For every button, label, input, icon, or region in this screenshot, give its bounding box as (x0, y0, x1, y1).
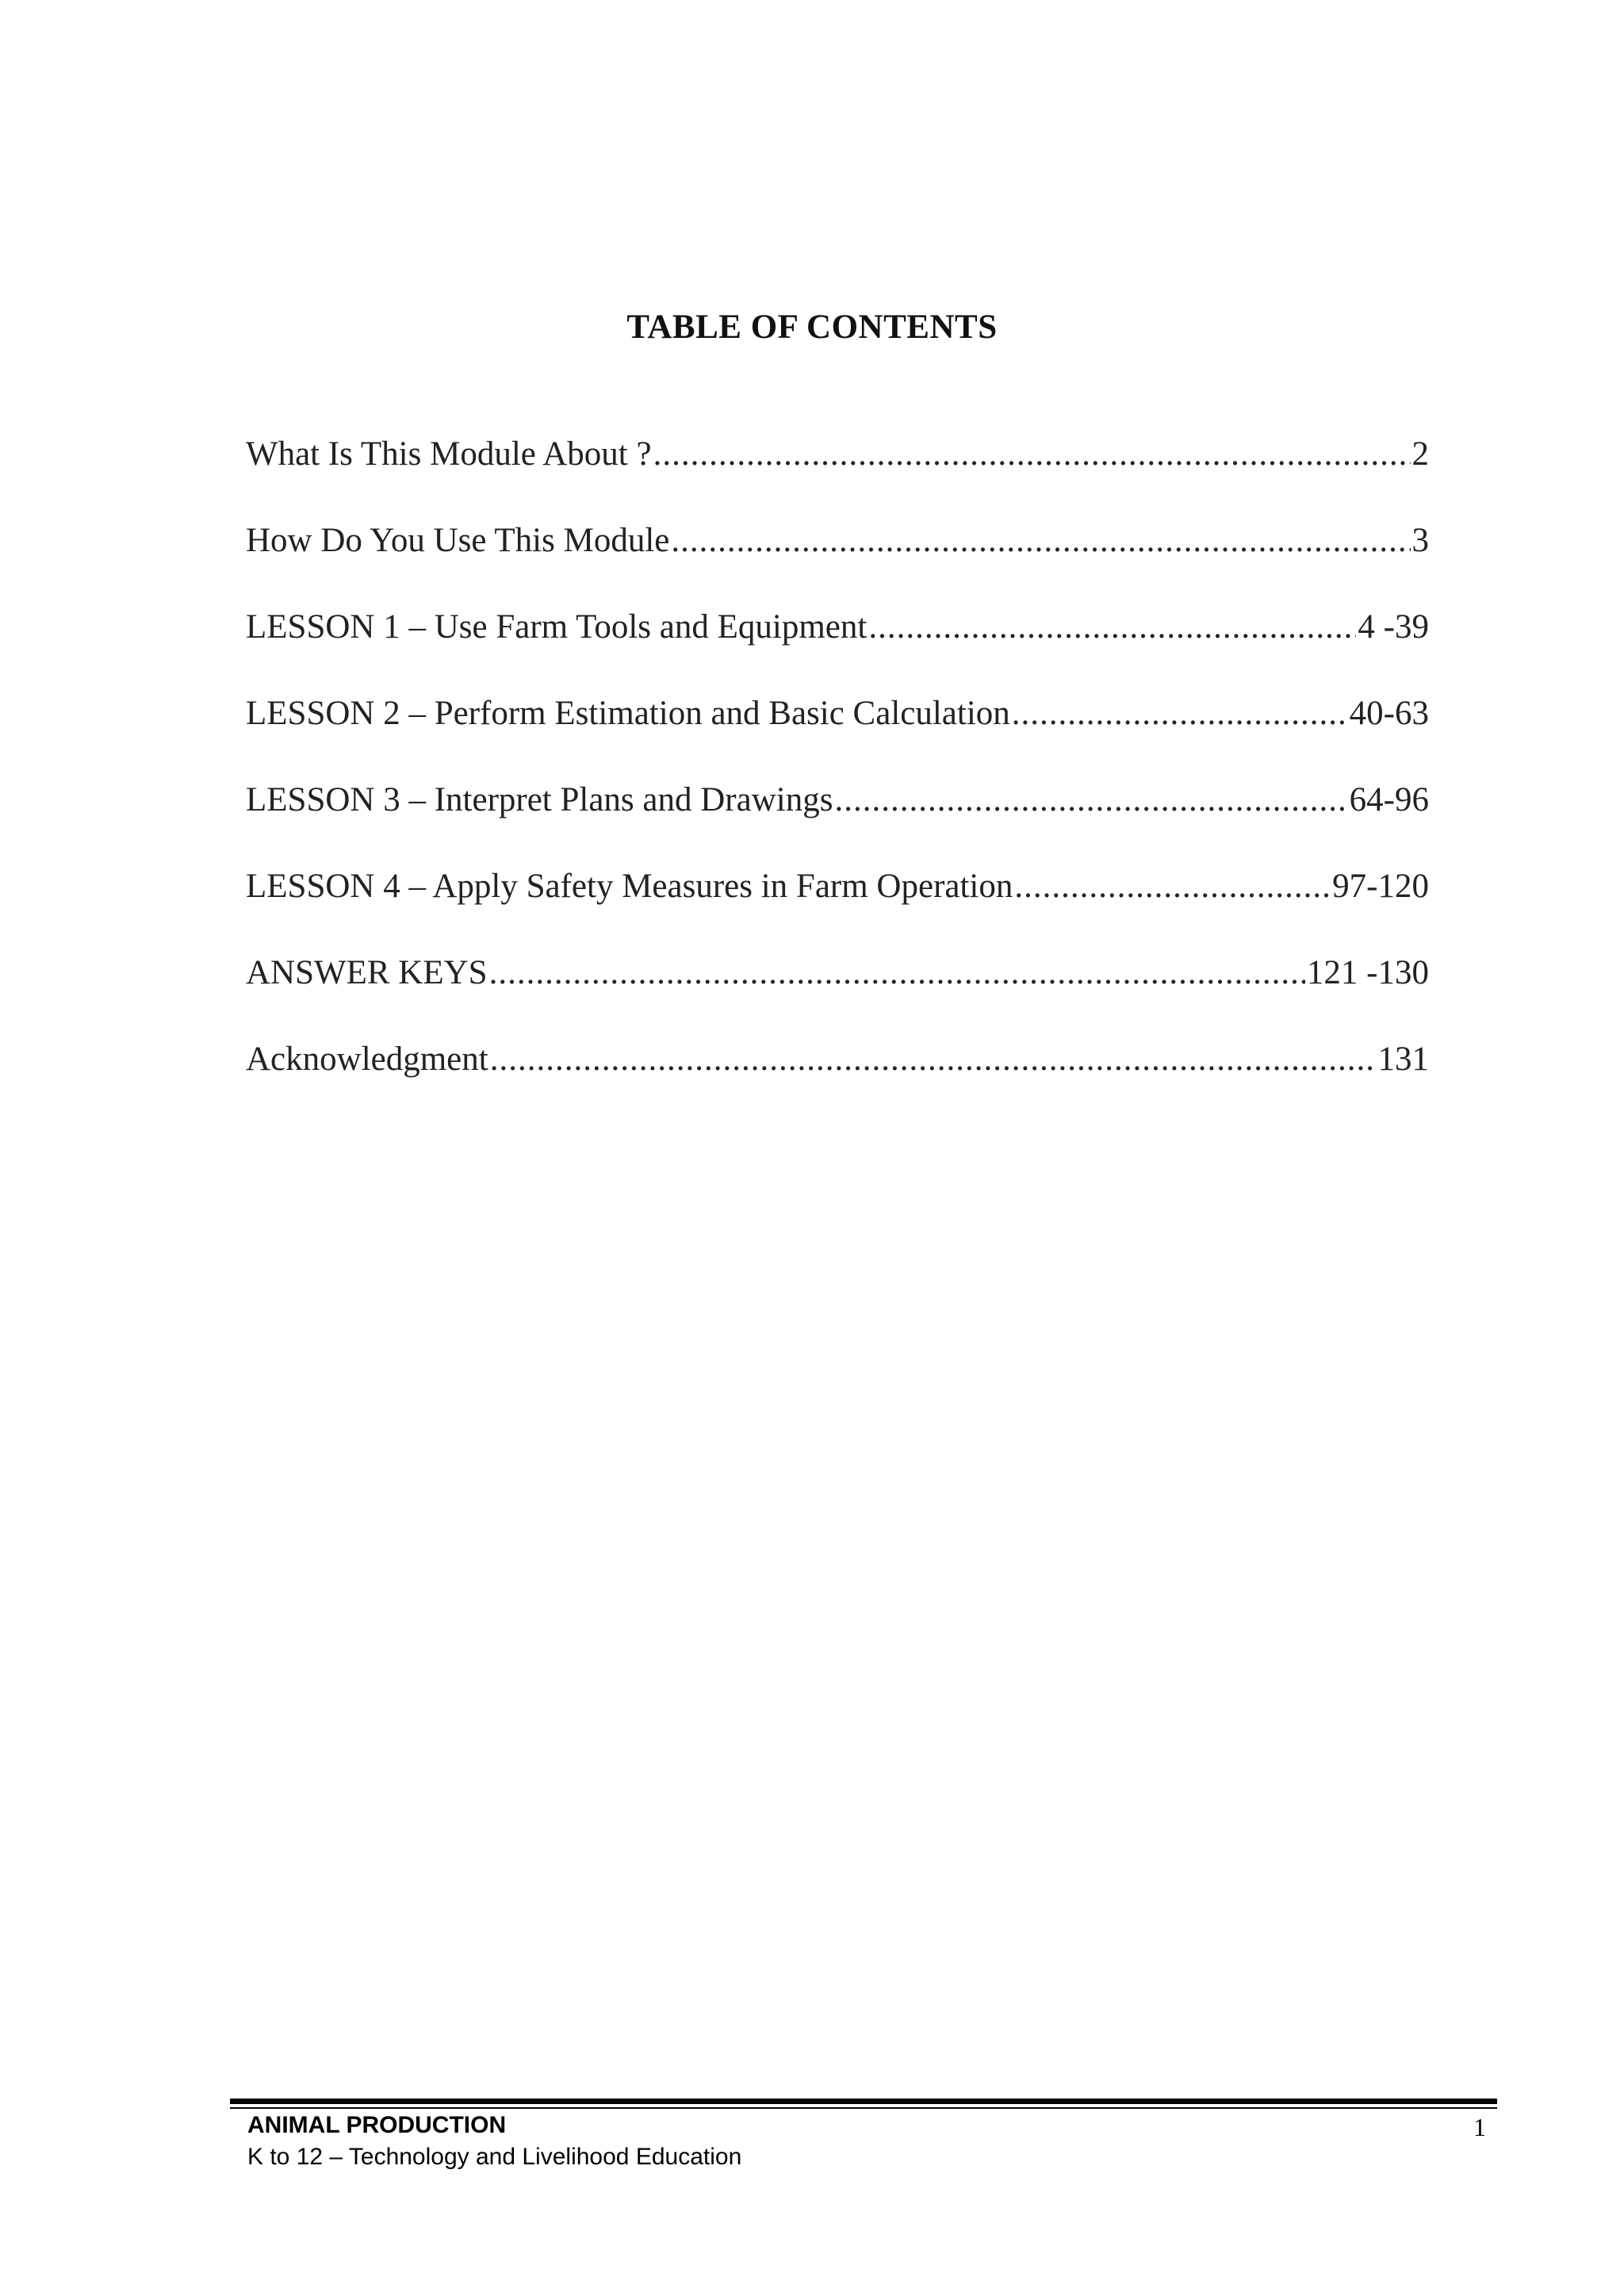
toc-entry-pages: 64-96 (1349, 781, 1429, 818)
dot-leader (1012, 694, 1348, 733)
dot-leader (490, 1040, 1377, 1079)
toc-list (246, 435, 1429, 1126)
toc-entry-pages: 121 -130 (1306, 954, 1429, 991)
toc-entry-pages: 3 (1411, 522, 1429, 559)
toc-entry-label: ANSWER KEYS (246, 954, 488, 991)
dot-leader (834, 780, 1347, 819)
footer-divider (230, 2099, 1497, 2104)
toc-entry-label: LESSON 1 – Use Farm Tools and Equipment (246, 608, 868, 646)
toc-entry[interactable] (246, 953, 1429, 1040)
toc-entry[interactable] (246, 608, 1429, 694)
dot-leader (868, 608, 1356, 646)
page-number: 1 (1473, 2113, 1486, 2141)
toc-entry-pages: 2 (1411, 435, 1429, 473)
dot-leader (1014, 867, 1331, 906)
toc-entry[interactable] (246, 780, 1429, 867)
toc-entry-pages: 97-120 (1332, 868, 1429, 905)
footer-divider-thin (230, 2107, 1497, 2109)
dot-leader (653, 435, 1411, 473)
toc-entry-label: What Is This Module About ? (246, 435, 652, 473)
toc-entry-pages: 131 (1377, 1041, 1429, 1078)
toc-entry-label: Acknowledgment (246, 1041, 488, 1078)
toc-entry-pages: 40-63 (1349, 695, 1429, 732)
toc-entry-pages: 4 -39 (1358, 608, 1429, 646)
toc-entry[interactable] (246, 694, 1429, 780)
toc-entry[interactable] (246, 1040, 1429, 1126)
toc-entry[interactable] (246, 435, 1429, 521)
page-title: TABLE OF CONTENTS (626, 309, 998, 346)
toc-entry-label: How Do You Use This Module (246, 522, 670, 559)
toc-entry-label: LESSON 4 – Apply Safety Measures in Farm Operation (246, 868, 1013, 905)
toc-entry-label: LESSON 2 – Perform Estimation and Basic Calculation (246, 695, 1010, 732)
footer-subtitle: K to 12 – Technology and Livelihood Education (247, 2144, 742, 2170)
footer-title: ANIMAL PRODUCTION (247, 2112, 507, 2138)
toc-entry[interactable] (246, 867, 1429, 953)
toc-entry-label: LESSON 3 – Interpret Plans and Drawings (246, 781, 833, 818)
dot-leader (489, 953, 1305, 992)
dot-leader (671, 521, 1410, 560)
toc-entry[interactable] (246, 521, 1429, 608)
